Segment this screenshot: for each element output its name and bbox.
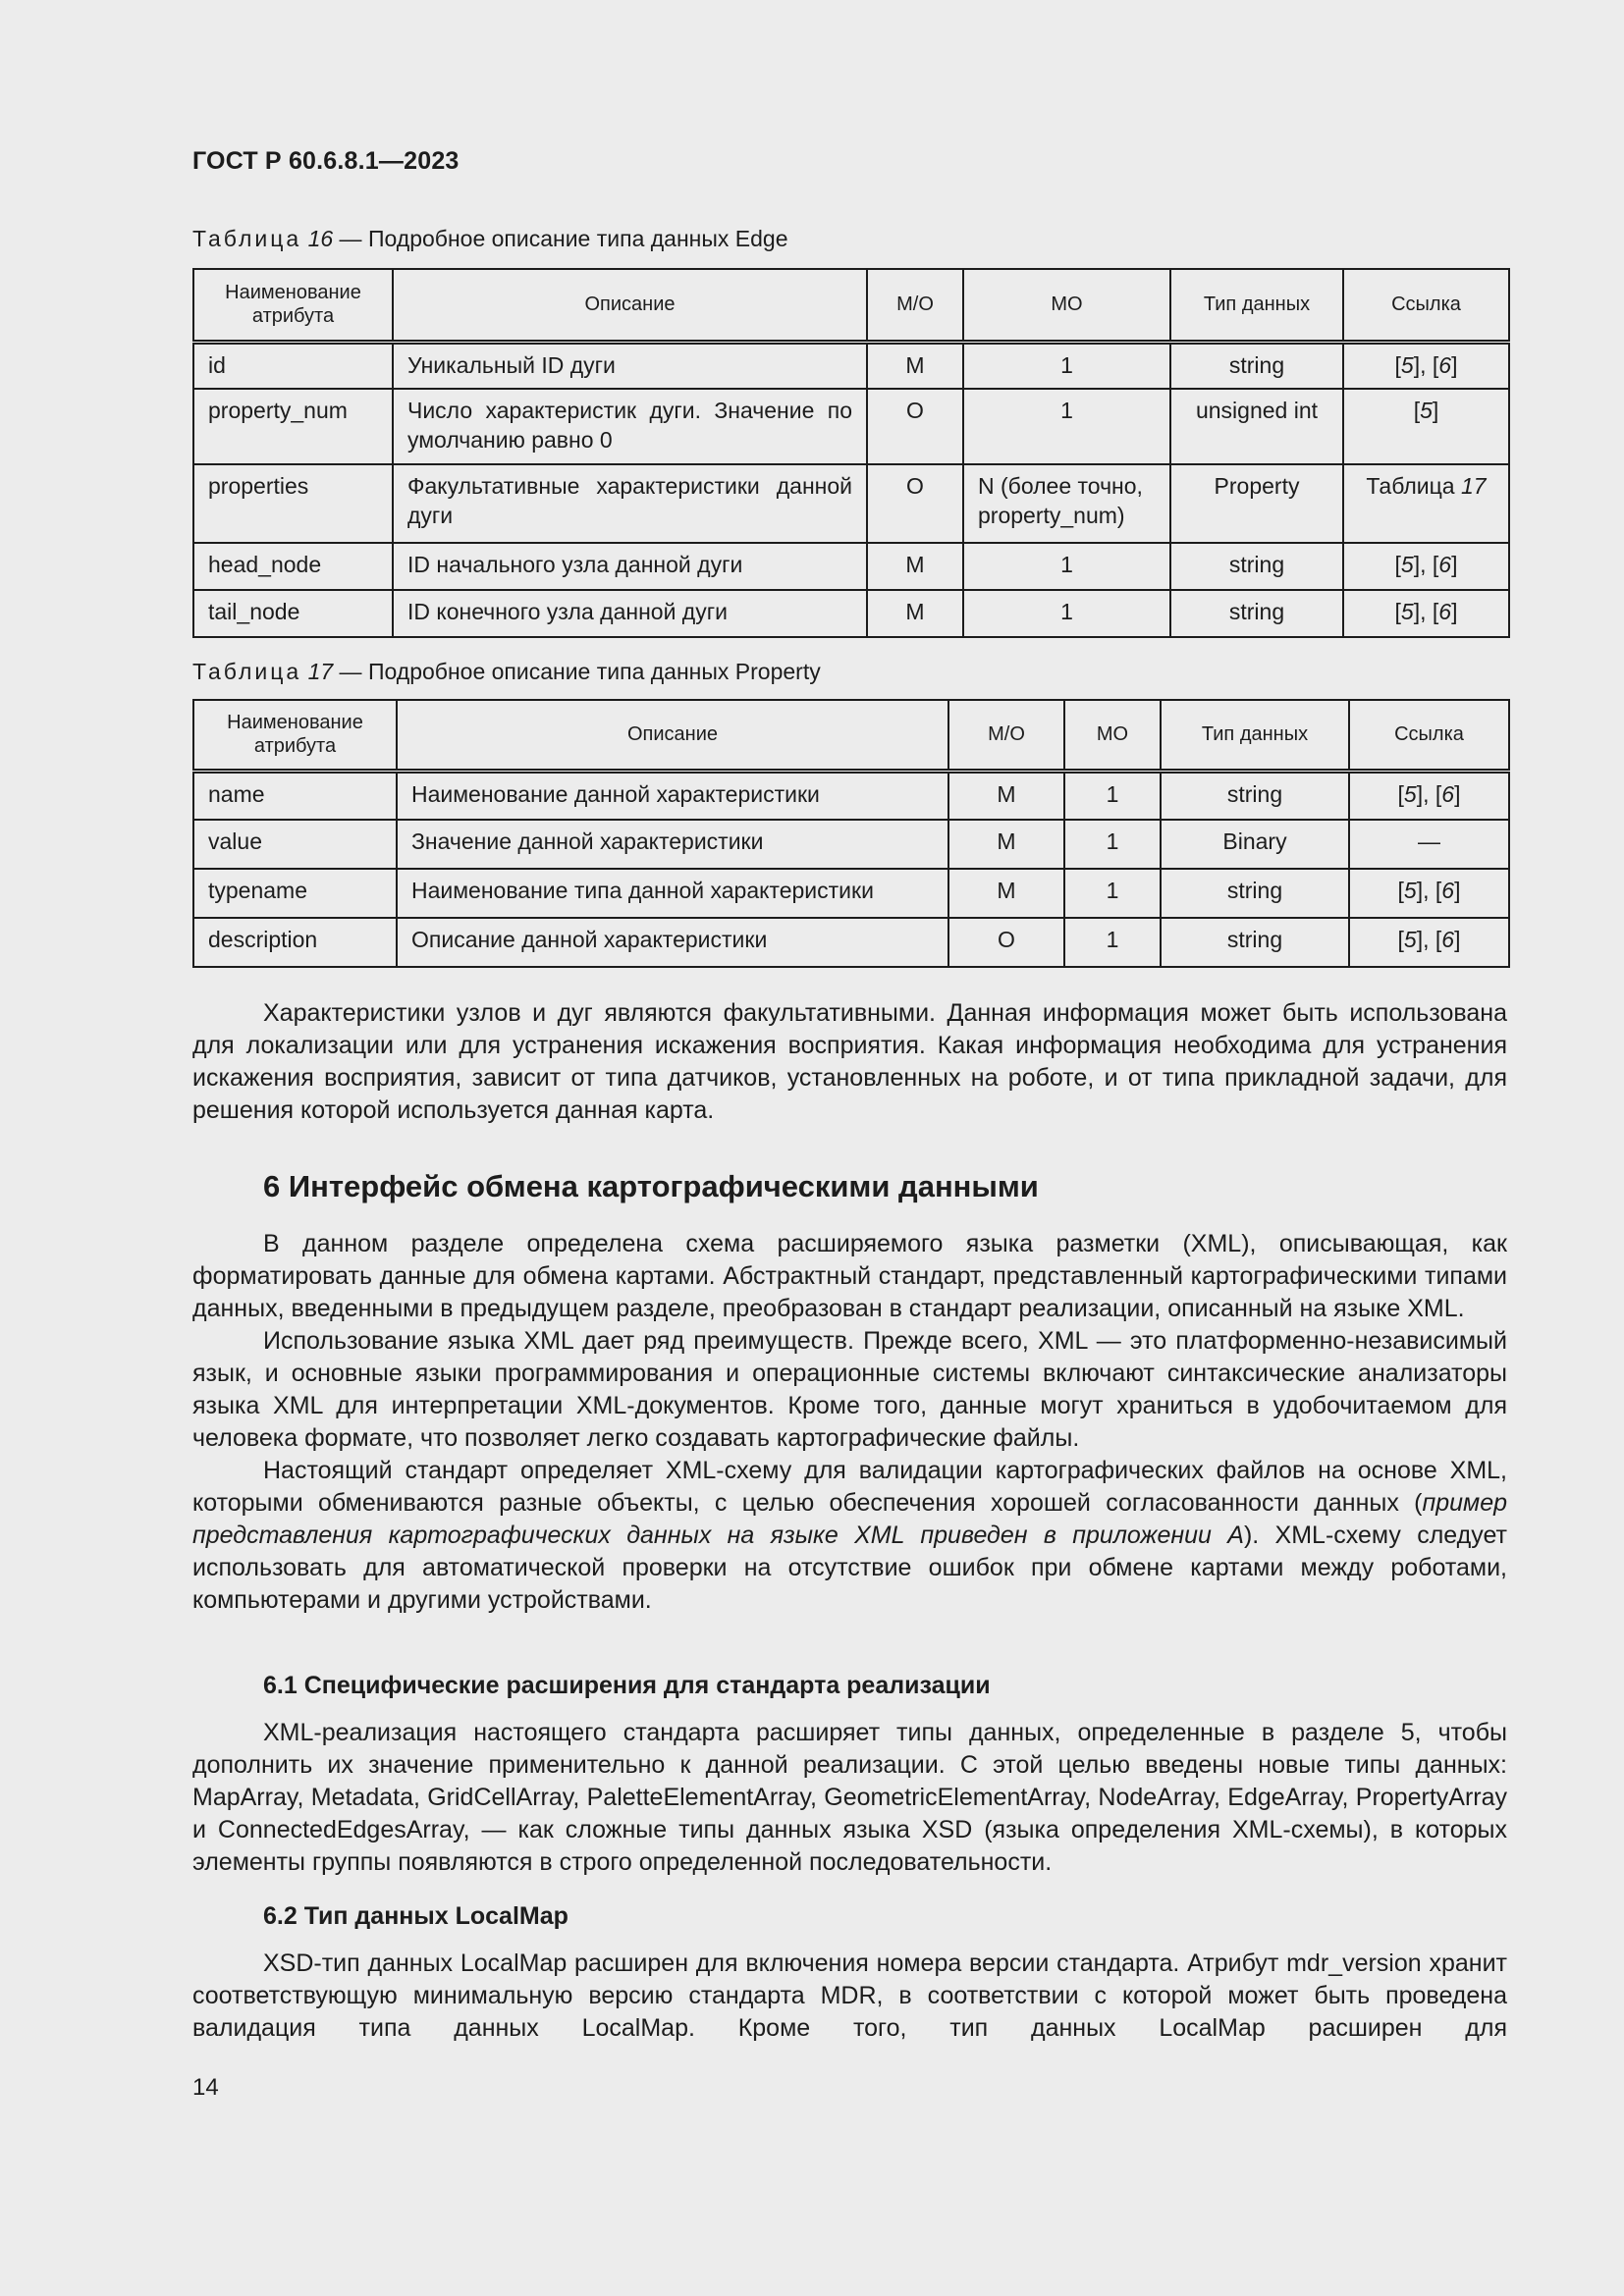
multiplicity-cell: 1 [1064,820,1161,869]
page-number: 14 [192,2074,219,2101]
data-type-cell: string [1170,342,1343,389]
italic-reference: пример представления картографических данных на языке XML приведен в приложении А [192,1489,1507,1549]
data-type-cell: string [1161,869,1349,918]
col-header-data-type: Тип данных [1161,700,1349,771]
col-header-mo-flag: М/О [867,269,963,342]
caption-text: — Подробное описание типа данных Property [333,659,821,684]
caption-word: Таблица [192,226,302,251]
table-header-row [193,700,1509,771]
document-code-header: ГОСТ Р 60.6.8.1—2023 [192,147,460,175]
attribute-name-cell: tail_node [193,590,393,637]
col-header-description: Описание [393,269,867,342]
table-row [193,820,1509,869]
reference-cell: — [1349,820,1509,869]
paragraph: XSD-тип данных LocalMap расширен для включения номера версии стандарта. Атрибут mdr_version хранит соответствующую минимальную версию стандарта MDR, в соответствии с которой может быть проведена валидация типа данных LocalMap. Кроме того, тип данных LocalMap расширен для [192,1949,1507,2042]
paragraph: XML-реализация настоящего стандарта расширяет типы данных, определенные в разделе 5, чтобы дополнить их значение применительно к данной реализации. С этой целью введены новые типы данных: MapArray, Metadata, GridCellArray, PaletteElementArray, GeometricElementArray, NodeArray, EdgeArray, PropertyArray и ConnectedEdgesArray, — как сложные типы данных языка XSD (языка определения XML-схемы), в которых элементы группы появляются в строго определенной последовательности. [192,1719,1507,1876]
description-cell: Число характеристик дуги. Значение по умолчанию равно 0 [393,389,867,464]
table-header-row [193,269,1509,342]
mo-flag-cell: O [867,389,963,464]
table-row [193,590,1509,637]
attribute-name-cell: head_node [193,543,393,590]
multiplicity-cell: N (более точно, property_num) [963,464,1170,543]
reference-cell: [5], [6] [1343,342,1509,389]
table-row [193,389,1509,464]
mo-flag-cell: M [867,342,963,389]
text-run: Настоящий стандарт определяет XML-схему для валидации картографических файлов на основе XML, которыми обмениваются разные объекты, с целью обеспечения хорошей согласованности данных ( [192,1457,1507,1517]
data-type-cell: string [1170,590,1343,637]
table-17-property [192,699,1510,968]
col-header-multiplicity: МО [963,269,1170,342]
col-header-data-type: Тип данных [1170,269,1343,342]
multiplicity-cell: 1 [963,342,1170,389]
section-6-body [192,1228,1507,1617]
mo-flag-cell: O [948,918,1064,967]
description-cell: Наименование данной характеристики [397,771,948,820]
description-cell: Описание данной характеристики [397,918,948,967]
table-16-caption [192,226,788,252]
paragraph: Использование языка XML дает ряд преимуществ. Прежде всего, XML — это платформенно-независимый язык, и основные языки программирования и операционные системы включают синтаксические анализаторы языка XML для интерпретации XML-документов. Кроме того, данные могут храниться в удобочитаемом для человека формате, что позволяет легко создавать картографические файлы. [192,1327,1507,1452]
reference-cell: [5] [1343,389,1509,464]
data-type-cell: Binary [1161,820,1349,869]
paragraph: В данном разделе определена схема расширяемого языка разметки (XML), описывающая, как форматировать данные для обмена картами. Абстрактный стандарт, представленный картографическими типами данных, введенными в предыдущем разделе, преобразован в стандарт реализации, описанный на языке XML. [192,1230,1507,1322]
table-row [193,869,1509,918]
section-6-2-heading: 6.2 Тип данных LocalMap [263,1902,568,1930]
data-type-cell: string [1161,918,1349,967]
caption-number: 16 [307,226,334,251]
reference-cell: [5], [6] [1349,918,1509,967]
attribute-name-cell: property_num [193,389,393,464]
multiplicity-cell: 1 [963,389,1170,464]
caption-word: Таблица [192,659,302,684]
description-cell: Наименование типа данной характеристики [397,869,948,918]
col-header-reference: Ссылка [1343,269,1509,342]
description-cell: Факультативные характеристики данной дуги [393,464,867,543]
mo-flag-cell: M [867,543,963,590]
section-6-heading: 6 Интерфейс обмена картографическими данными [263,1169,1039,1203]
description-cell: ID конечного узла данной дуги [393,590,867,637]
section-6-2-body [192,1948,1507,2045]
paragraph: Характеристики узлов и дуг являются факультативными. Данная информация может быть использована для локализации или для устранения искажения восприятия. Какая информация необходима для устранения искажения восприятия, зависит от типа датчиков, установленных на роботе, и от типа прикладной задачи, для решения которой используется данная карта. [192,999,1507,1124]
col-header-attribute: Наименование атрибута [193,269,393,342]
table-row [193,464,1509,543]
table-row [193,918,1509,967]
mo-flag-cell: M [948,869,1064,918]
reference-cell: [5], [6] [1343,590,1509,637]
attribute-name-cell: properties [193,464,393,543]
col-header-reference: Ссылка [1349,700,1509,771]
col-header-description: Описание [397,700,948,771]
col-header-mo-flag: М/О [948,700,1064,771]
data-type-cell: Property [1170,464,1343,543]
multiplicity-cell: 1 [963,590,1170,637]
attribute-name-cell: description [193,918,397,967]
reference-cell: [5], [6] [1349,771,1509,820]
reference-cell: [5], [6] [1343,543,1509,590]
mo-flag-cell: M [948,771,1064,820]
paragraph [192,1455,1507,1617]
section-6-1-body [192,1717,1507,1879]
multiplicity-cell: 1 [1064,869,1161,918]
section-6-1-heading: 6.1 Специфические расширения для стандарта реализации [263,1672,991,1699]
table-row [193,771,1509,820]
mo-flag-cell: O [867,464,963,543]
description-cell: Значение данной характеристики [397,820,948,869]
attribute-name-cell: value [193,820,397,869]
description-cell: Уникальный ID дуги [393,342,867,389]
mo-flag-cell: M [948,820,1064,869]
attribute-name-cell: typename [193,869,397,918]
multiplicity-cell: 1 [1064,771,1161,820]
col-header-multiplicity: МО [1064,700,1161,771]
attribute-name-cell: id [193,342,393,389]
text-run: ). XML-схему следует использовать для автоматической проверки на отсутствие ошибок при обмене картами между роботами, компьютерами и другими устройствами. [192,1522,1507,1614]
data-type-cell: unsigned int [1170,389,1343,464]
table-17-caption [192,659,821,685]
reference-cell: [5], [6] [1349,869,1509,918]
attribute-name-cell: name [193,771,397,820]
reference-cell: Таблица 17 [1343,464,1509,543]
description-cell: ID начального узла данной дуги [393,543,867,590]
table-row [193,342,1509,389]
data-type-cell: string [1170,543,1343,590]
paragraph-after-tables [192,997,1507,1127]
data-type-cell: string [1161,771,1349,820]
caption-text: — Подробное описание типа данных Edge [333,226,788,251]
multiplicity-cell: 1 [1064,918,1161,967]
table-row [193,543,1509,590]
mo-flag-cell: M [867,590,963,637]
col-header-attribute: Наименование атрибута [193,700,397,771]
multiplicity-cell: 1 [963,543,1170,590]
caption-number: 17 [307,659,334,684]
table-16-edge [192,268,1510,638]
